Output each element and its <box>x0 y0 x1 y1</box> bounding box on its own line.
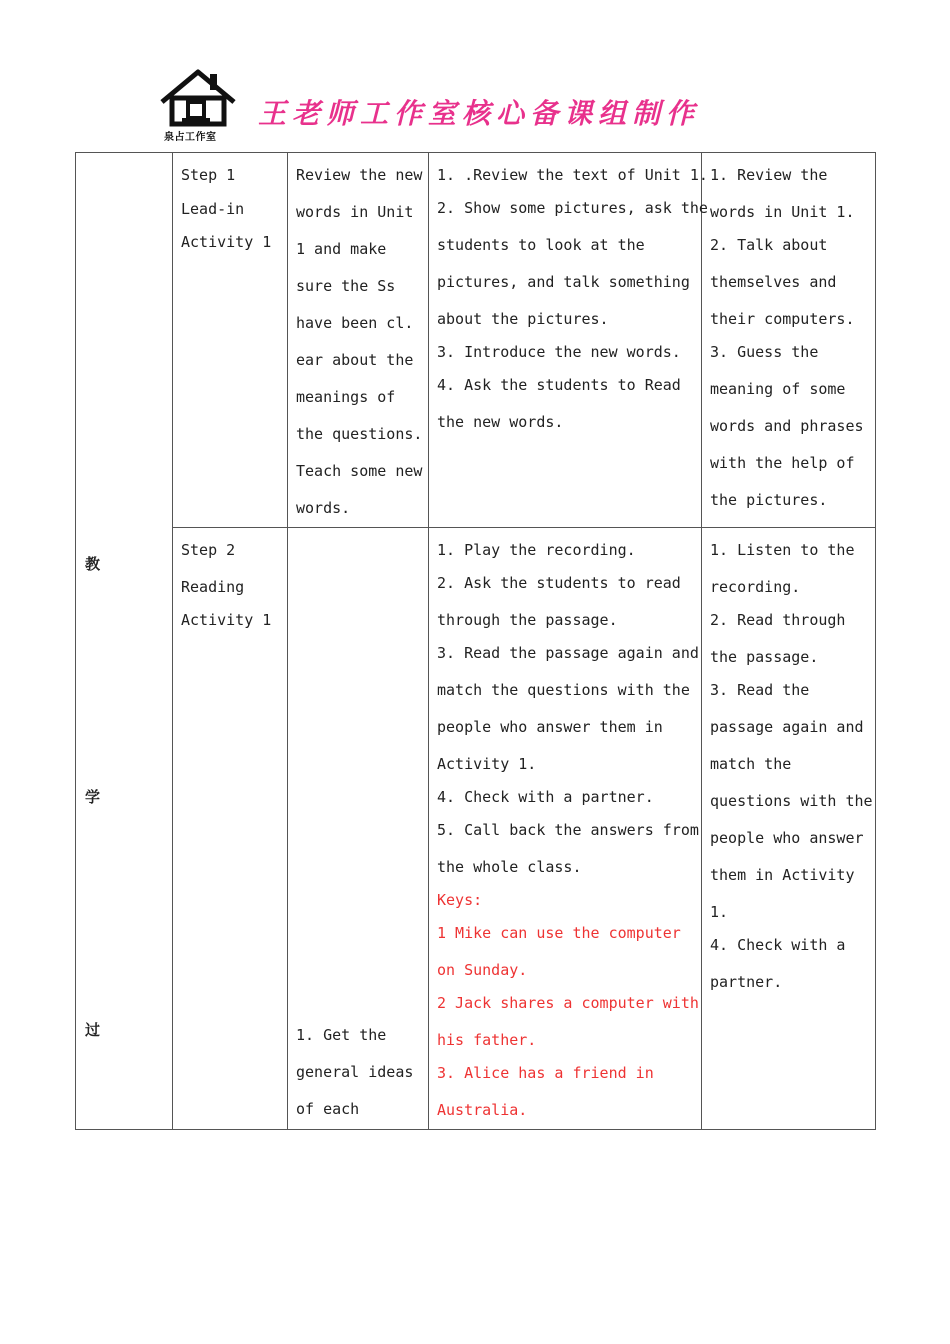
teacher-line: pictures, and talk something <box>437 273 690 291</box>
student-line: words in Unit 1. <box>710 203 855 221</box>
teacher-line: the whole class. <box>437 858 582 876</box>
teacher-line: about the pictures. <box>437 310 609 328</box>
teacher-line: Activity 1. <box>437 755 537 773</box>
teacher-line: 2. Ask the students to read <box>437 574 681 592</box>
aim-cell <box>288 528 429 1130</box>
student-line: partner. <box>710 973 783 991</box>
teacher-activity-cell <box>429 153 708 528</box>
student-line: questions with the <box>710 792 873 810</box>
student-line: match the <box>710 755 792 773</box>
aim-line: sure the Ss <box>296 277 396 295</box>
aim-line: of each <box>296 1100 360 1118</box>
student-line: 3. Guess the <box>710 343 819 361</box>
student-line: 1. <box>710 903 729 921</box>
student-line: 3. Read the <box>710 681 810 699</box>
aim-line: 1. Get the <box>296 1026 387 1044</box>
student-line: 2. Read through <box>710 611 846 629</box>
step-line: Activity 1 <box>181 233 272 251</box>
teacher-line: 1. Play the recording. <box>437 541 636 559</box>
teacher-line: the new words. <box>437 413 564 431</box>
student-line: the pictures. <box>710 491 828 509</box>
student-line: the passage. <box>710 648 819 666</box>
aim-line: Review the new <box>296 166 423 184</box>
teacher-line: people who answer them in <box>437 718 663 736</box>
student-activity-cell <box>702 528 876 1130</box>
aim-line: have been cl. <box>296 314 414 332</box>
key-line: his father. <box>437 1031 537 1049</box>
teacher-activity-cell <box>429 528 702 1130</box>
student-line: words and phrases <box>710 417 864 435</box>
lesson-plan-table <box>75 152 876 1130</box>
aim-line: words in Unit <box>296 203 414 221</box>
teacher-line: 3. Read the passage again and <box>437 644 699 662</box>
brand-title: 王老师工作室核心备课组制作 <box>258 97 701 130</box>
student-line: with the help of <box>710 454 855 472</box>
teacher-line: match the questions with the <box>437 681 690 699</box>
teacher-line: 3. Introduce the new words. <box>437 343 681 361</box>
student-activity-cell <box>702 153 876 528</box>
step-title: Step 1 <box>181 166 236 184</box>
key-line: Australia. <box>437 1101 528 1119</box>
key-line: 2 Jack shares a computer with <box>437 994 699 1012</box>
key-line: 1 Mike can use the computer <box>437 924 681 942</box>
aim-line: Teach some new <box>296 462 423 480</box>
teacher-line: 4. Ask the students to Read <box>437 376 681 394</box>
step-cell <box>173 528 288 1130</box>
student-line: 1. Review the <box>710 166 828 184</box>
aim-line: general ideas <box>296 1063 414 1081</box>
step-title: Step 2 <box>181 541 236 559</box>
aim-line: 1 and make <box>296 240 387 258</box>
teacher-line: 2. Show some pictures, ask the <box>437 199 708 217</box>
student-line: 1. Listen to the <box>710 541 855 559</box>
student-line: passage again and <box>710 718 864 736</box>
aim-line: meanings of <box>296 388 396 406</box>
header-banner <box>158 68 798 144</box>
table-row <box>76 153 876 528</box>
aim-line: the questions. <box>296 425 423 443</box>
section-label-cell <box>76 153 173 1130</box>
teacher-line: 1. .Review the text of Unit 1. <box>437 166 708 184</box>
aim-line: ear about the <box>296 351 414 369</box>
section-char: 过 <box>85 1021 101 1039</box>
student-line: meaning of some <box>710 380 846 398</box>
step-line: Activity 1 <box>181 611 272 629</box>
teacher-line: 4. Check with a partner. <box>437 788 654 806</box>
aim-line: words. <box>296 499 351 517</box>
student-line: 2. Talk about <box>710 236 828 254</box>
student-line: their computers. <box>710 310 855 328</box>
step-line: Reading <box>181 578 245 596</box>
table-row <box>76 528 876 1130</box>
key-line: 3. Alice has a friend in <box>437 1064 654 1082</box>
aim-cell <box>288 153 429 528</box>
student-line: themselves and <box>710 273 837 291</box>
logo-caption: 泉占工作室 <box>164 132 217 143</box>
section-char: 教 <box>85 555 101 573</box>
student-line: 4. Check with a <box>710 936 846 954</box>
student-line: them in Activity <box>710 866 855 884</box>
step-cell <box>173 153 288 528</box>
teacher-line: through the passage. <box>437 611 618 629</box>
keys-label: Keys: <box>437 891 483 909</box>
student-line: recording. <box>710 578 801 596</box>
teacher-line: students to look at the <box>437 236 645 254</box>
key-line: on Sunday. <box>437 961 528 979</box>
section-char: 学 <box>85 788 101 806</box>
student-line: people who answer <box>710 829 864 847</box>
step-line: Lead-in <box>181 200 245 218</box>
teacher-line: 5. Call back the answers from <box>437 821 699 839</box>
